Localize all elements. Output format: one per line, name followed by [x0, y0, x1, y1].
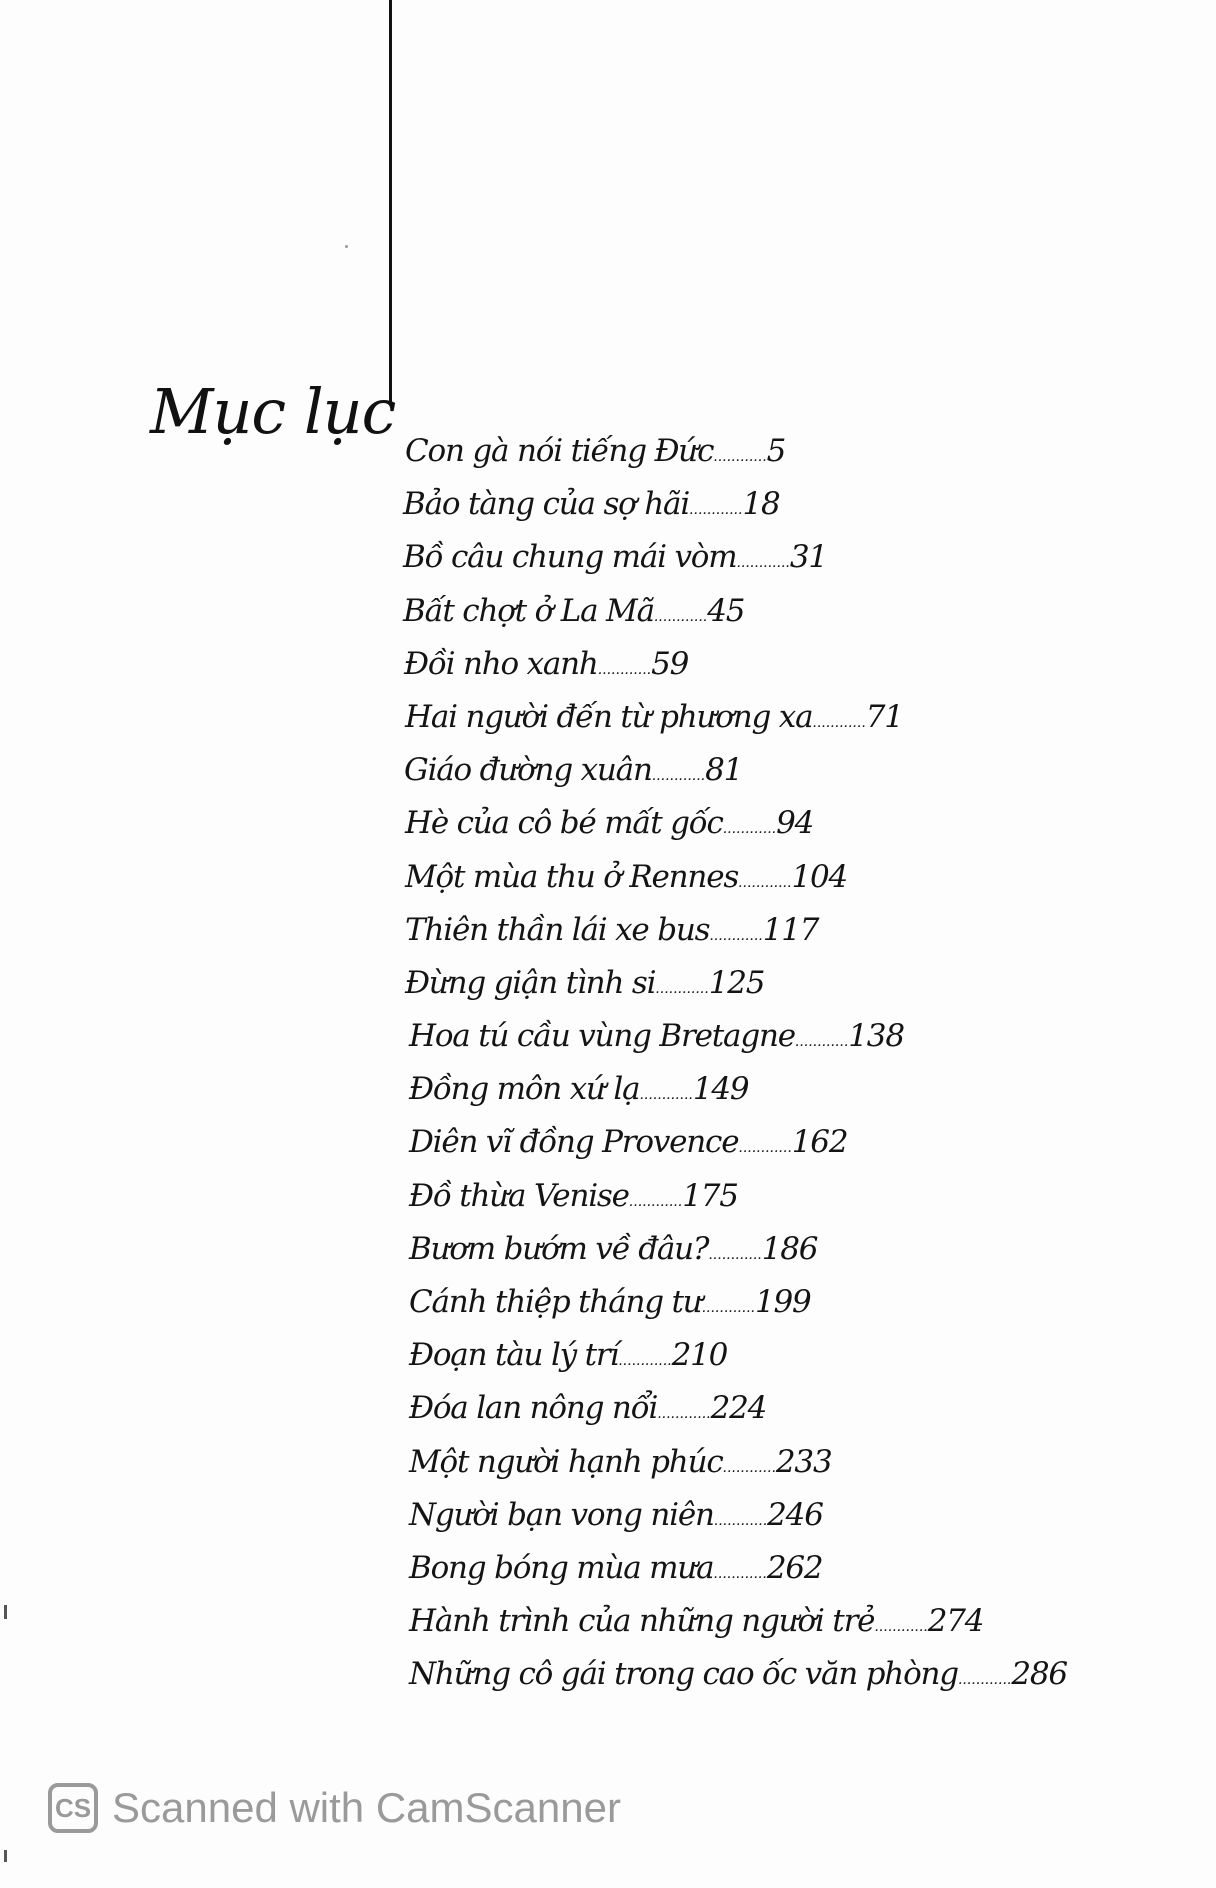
- toc-dot-leader: ............: [701, 1300, 755, 1316]
- toc-entry: [409, 1223, 1105, 1276]
- toc-entry-title: Bất chợt ở La Mã: [403, 592, 654, 629]
- toc-page-number: 149: [692, 1071, 749, 1108]
- toc-entry: [409, 1595, 1105, 1648]
- toc-page-number: 18: [742, 486, 780, 523]
- toc-entry: [403, 531, 1105, 584]
- toc-page-number: 71: [865, 698, 903, 735]
- toc-page-number: 262: [766, 1549, 823, 1586]
- vertical-rule: [389, 0, 392, 405]
- toc-dot-leader: ............: [957, 1672, 1012, 1689]
- toc-dot-leader: ............: [657, 1406, 711, 1423]
- watermark-text: Scanned with CamScanner: [112, 1784, 621, 1831]
- toc-entry: [409, 1116, 1105, 1169]
- toc-dot-leader: ............: [713, 449, 767, 465]
- toc-entry-title: Thiên thần lái xe bus: [405, 911, 710, 948]
- toc-dot-leader: ............: [722, 821, 777, 838]
- toc-entry: [405, 691, 1105, 744]
- toc-page-number: 94: [776, 805, 814, 842]
- toc-page-number: 175: [682, 1177, 738, 1214]
- toc-page-number: 274: [927, 1603, 984, 1640]
- toc-entry-title: Đoạn tàu lý trí: [409, 1337, 619, 1374]
- toc-page-number: 104: [791, 858, 848, 895]
- toc-entry-title: Bảo tàng của sợ hãi: [403, 486, 690, 523]
- toc-entry: [409, 1382, 1105, 1435]
- toc-entry-title: Diên vĩ đồng Provence: [409, 1124, 739, 1161]
- toc-page-number: 233: [775, 1443, 832, 1480]
- toc-entry: [409, 1489, 1105, 1542]
- toc-entry: [404, 638, 1105, 691]
- toc-dot-leader: ............: [628, 1193, 683, 1210]
- toc-entry: [405, 957, 1105, 1010]
- toc-entry: [409, 1648, 1105, 1701]
- toc-dot-leader: ............: [653, 608, 708, 625]
- toc-entry-title: Hai người đến từ phương xa: [405, 698, 813, 735]
- toc-entry: [404, 744, 1105, 797]
- toc-entry: [403, 585, 1105, 638]
- toc-dot-leader: ............: [713, 1512, 768, 1529]
- toc-entry: [409, 1010, 1105, 1063]
- toc-entry-title: Giáo đường xuân: [404, 752, 652, 789]
- toc-page-number: 246: [767, 1496, 823, 1533]
- toc-entry: [409, 1542, 1105, 1595]
- toc-page-number: 138: [848, 1018, 904, 1055]
- toc-page-number: 199: [754, 1284, 811, 1320]
- camscanner-watermark: [48, 1778, 621, 1838]
- toc-entry-title: Đồ thừa Venise: [409, 1177, 629, 1214]
- toc-dot-leader: ............: [708, 1246, 762, 1263]
- toc-dot-leader: ............: [736, 555, 790, 572]
- scan-speck: [345, 245, 348, 248]
- toc-dot-leader: ............: [709, 927, 763, 944]
- toc-entry-title: Bong bóng mùa mưa: [409, 1549, 714, 1586]
- toc-entry-title: Bươm bướm về đâu?: [409, 1230, 709, 1267]
- toc-page-number: 117: [762, 911, 819, 948]
- toc-page-number: 125: [708, 964, 765, 1001]
- toc-entry-title: Đừng giận tình si: [405, 964, 656, 1001]
- toc-entry: [409, 1276, 1105, 1329]
- toc-entry-title: Hè của cô bé mất gốc: [405, 805, 723, 842]
- toc-entry-title: Những cô gái trong cao ốc văn phòng: [409, 1656, 958, 1693]
- toc-entry-title: Một mùa thu ở Rennes: [405, 858, 739, 895]
- toc-dot-leader: ............: [738, 874, 792, 891]
- toc-dot-leader: ............: [651, 768, 706, 785]
- edge-mark: [4, 1605, 7, 1619]
- toc-dot-leader: ............: [689, 502, 743, 519]
- edge-mark: [4, 1850, 7, 1862]
- toc-dot-leader: ............: [713, 1565, 767, 1582]
- toc-page-number: 286: [1011, 1656, 1067, 1693]
- toc-entry-title: Con gà nói tiếng Đức: [405, 433, 714, 469]
- toc-page-number: 210: [671, 1337, 728, 1374]
- toc-entry: [405, 425, 1105, 478]
- toc-entry-title: Cánh thiệp tháng tư: [409, 1284, 702, 1320]
- toc-entry: [405, 904, 1105, 957]
- toc-entry: [405, 851, 1105, 904]
- toc-page-number: 31: [789, 539, 827, 576]
- camscanner-logo-icon: CS: [48, 1783, 98, 1833]
- toc-dot-leader: ............: [738, 1140, 792, 1157]
- table-of-contents: [405, 425, 1105, 1702]
- toc-entry: [409, 1436, 1105, 1489]
- toc-entry: [403, 478, 1105, 531]
- toc-entry-title: Một người hạnh phúc: [409, 1443, 723, 1480]
- toc-entry-title: Người bạn vong niên: [409, 1496, 714, 1533]
- toc-dot-leader: ............: [618, 1353, 672, 1370]
- toc-page-number: 59: [651, 645, 689, 682]
- toc-entry: [409, 1063, 1105, 1116]
- toc-dot-leader: ............: [874, 1619, 928, 1636]
- toc-entry-title: Hành trình của những người trẻ: [409, 1603, 875, 1640]
- toc-page-number: 45: [707, 592, 745, 629]
- page-title: Mục lục: [150, 375, 396, 448]
- toc-dot-leader: ............: [812, 714, 866, 731]
- toc-dot-leader: ............: [722, 1459, 776, 1476]
- toc-dot-leader: ............: [655, 980, 709, 997]
- toc-entry: [405, 797, 1105, 850]
- toc-entry-title: Đồi nho xanh: [404, 645, 598, 682]
- toc-dot-leader: ............: [794, 1034, 849, 1051]
- toc-entry: [409, 1329, 1105, 1382]
- toc-entry: [409, 1170, 1105, 1223]
- toc-page-number: 5: [766, 433, 786, 469]
- toc-entry-title: Bồ câu chung mái vòm: [403, 539, 737, 576]
- toc-page-number: 81: [705, 752, 743, 789]
- toc-entry-title: Đồng môn xứ lạ: [409, 1071, 640, 1108]
- toc-page-number: 224: [710, 1390, 767, 1427]
- toc-page-number: 186: [761, 1230, 818, 1267]
- toc-entry-title: Hoa tú cầu vùng Bretagne: [409, 1018, 795, 1055]
- toc-entry-title: Đóa lan nông nổi: [409, 1390, 658, 1427]
- toc-dot-leader: ............: [597, 661, 652, 678]
- toc-dot-leader: ............: [639, 1087, 693, 1104]
- toc-page-number: 162: [791, 1124, 848, 1161]
